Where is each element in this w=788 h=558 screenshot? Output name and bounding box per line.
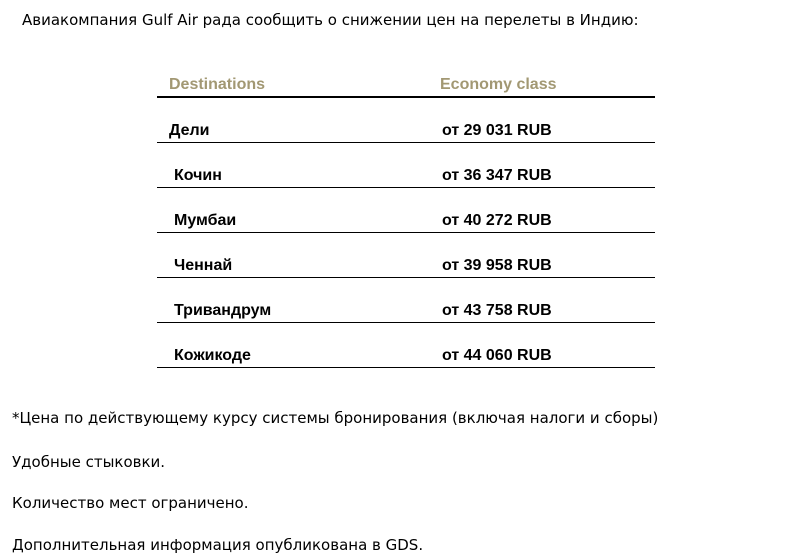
economy-price: от 29 031 RUB <box>442 122 552 139</box>
destination-city: Дели <box>169 122 210 139</box>
gds-info-note: Дополнительная информация опубликована в GDS. <box>12 536 424 554</box>
destination-city: Кожикоде <box>174 347 251 364</box>
destination-city: Мумбаи <box>174 212 237 229</box>
table-row <box>157 278 655 323</box>
table-row <box>157 143 655 188</box>
economy-price: от 39 958 RUB <box>442 257 552 274</box>
header-destinations: Destinations <box>169 76 266 93</box>
destination-city: Кочин <box>174 167 222 184</box>
economy-price: от 43 758 RUB <box>442 302 552 319</box>
connections-note: Удобные стыковки. <box>12 453 166 471</box>
intro-text: Авиакомпания Gulf Air рада сообщить о снижении цен на перелеты в Индию: <box>22 11 639 29</box>
table-row <box>157 188 655 233</box>
table-row <box>157 323 655 368</box>
destination-city: Ченнай <box>174 257 233 274</box>
header-economy-class: Economy class <box>440 76 557 93</box>
table-header <box>157 70 655 98</box>
price-table <box>157 70 655 368</box>
economy-price: от 44 060 RUB <box>442 347 552 364</box>
economy-price: от 40 272 RUB <box>442 212 552 229</box>
destination-city: Тривандрум <box>174 302 272 319</box>
economy-price: от 36 347 RUB <box>442 167 552 184</box>
seats-limited-note: Количество мест ограничено. <box>12 494 249 512</box>
price-footnote: *Цена по действующему курсу системы бронирования (включая налоги и сборы) <box>12 409 659 427</box>
table-row <box>157 233 655 278</box>
table-row <box>157 98 655 143</box>
